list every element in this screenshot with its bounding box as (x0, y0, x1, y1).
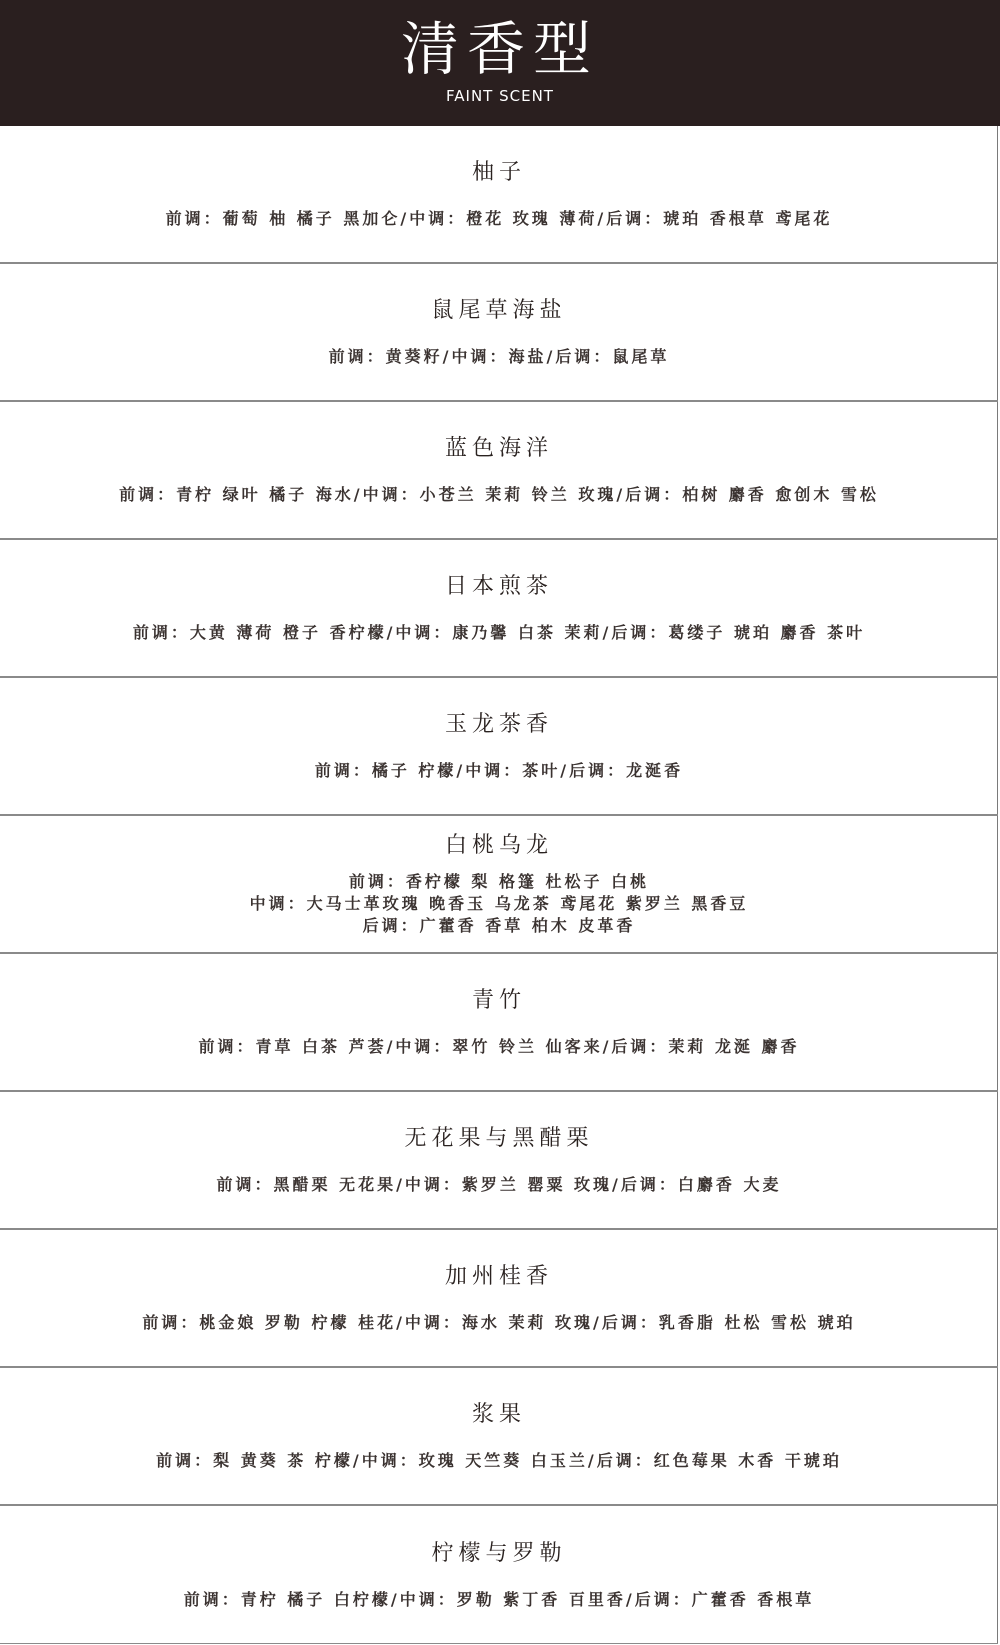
fragrance-name: 加州桂香 (444, 1264, 553, 1289)
fragrance-list (0, 126, 998, 1644)
fragrance-notes: 前调：桃金娘 罗勒 柠檬 桂花/中调：海水 茉莉 玫瑰/后调：乳香脂 杜松 雪松 琥珀 (142, 1313, 856, 1332)
fragrance-item-jade-dragon-tea (0, 678, 998, 816)
fragrance-item-california-osmanthus (0, 1230, 998, 1368)
fragrance-item-fig-blackcurrant (0, 1092, 998, 1230)
fragrance-name: 日本煎茶 (444, 574, 553, 599)
fragrance-notes: 前调：黑醋栗 无花果/中调：紫罗兰 罂粟 玫瑰/后调：白麝香 大麦 (216, 1175, 782, 1194)
category-title: 清香型 (400, 15, 599, 83)
fragrance-name: 蓝色海洋 (444, 436, 553, 461)
base-notes-line: 后调：广藿香 香草 柏木 皮革香 (362, 916, 636, 935)
fragrance-item-white-peach-oolong (0, 816, 998, 954)
fragrance-name: 白桃乌龙 (444, 833, 553, 858)
fragrance-name: 鼠尾草海盐 (431, 298, 567, 323)
fragrance-item-green-bamboo (0, 954, 998, 1092)
fragrance-notes: 前调：黄葵籽/中调：海盐/后调：鼠尾草 (328, 347, 670, 366)
fragrance-item-berries (0, 1368, 998, 1506)
fragrance-item-lemon-basil (0, 1506, 998, 1644)
category-subtitle: FAINT SCENT (446, 87, 554, 105)
fragrance-name: 柚子 (471, 160, 526, 185)
fragrance-name: 青竹 (471, 988, 526, 1013)
fragrance-item-blue-ocean (0, 402, 998, 540)
fragrance-notes: 前调：橘子 柠檬/中调：茶叶/后调：龙涎香 (314, 761, 684, 780)
fragrance-name: 浆果 (471, 1402, 526, 1427)
middle-notes-line: 中调：大马士革玫瑰 晚香玉 乌龙茶 鸢尾花 紫罗兰 黑香豆 (249, 894, 749, 913)
top-notes-line: 前调：香柠檬 梨 格篷 杜松子 白桃 (348, 872, 650, 891)
fragrance-notes (250, 871, 749, 937)
fragrance-notes: 前调：青柠 橘子 白柠檬/中调：罗勒 紫丁香 百里香/后调：广藿香 香根草 (183, 1589, 815, 1609)
fragrance-notes: 前调：葡萄 柚 橘子 黑加仑/中调：橙花 玫瑰 薄荷/后调：琥珀 香根草 鸢尾花 (165, 209, 833, 228)
category-header (0, 0, 1000, 126)
fragrance-item-sage-sea-salt (0, 264, 998, 402)
fragrance-notes: 前调：青草 白茶 芦荟/中调：翠竹 铃兰 仙客来/后调：茉莉 龙涎 麝香 (198, 1037, 800, 1056)
fragrance-name: 无花果与黑醋栗 (404, 1126, 594, 1151)
fragrance-notes: 前调：大黄 薄荷 橙子 香柠檬/中调：康乃馨 白茶 茉莉/后调：葛缕子 琥珀 麝香 茶叶 (132, 623, 866, 642)
fragrance-name: 柠檬与罗勒 (431, 1540, 567, 1566)
fragrance-notes: 前调：梨 黄葵 茶 柠檬/中调：玫瑰 天竺葵 白玉兰/后调：红色莓果 木香 干琥珀 (156, 1451, 842, 1470)
fragrance-notes: 前调：青柠 绿叶 橘子 海水/中调：小苍兰 茉莉 铃兰 玫瑰/后调：柏树 麝香 愈创木 雪松 (119, 485, 879, 504)
fragrance-name: 玉龙茶香 (444, 712, 553, 737)
fragrance-item-sencha (0, 540, 998, 678)
fragrance-item-pomelo (0, 126, 998, 264)
